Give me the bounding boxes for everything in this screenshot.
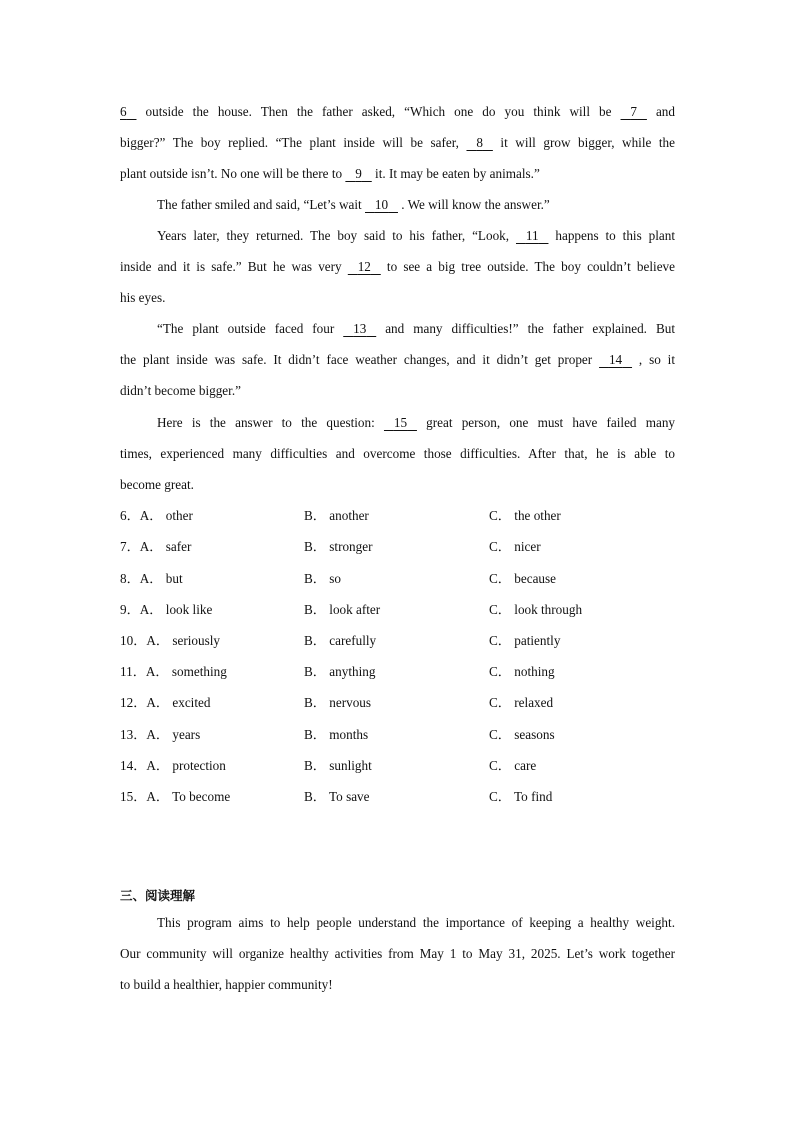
blank-6: 6 [120,104,127,119]
option-9-b: B． look after [304,602,381,617]
option-7-c: C． nicer [489,539,541,554]
section3-line-1: This program aims to help people understand the importance of keeping a healthy weight. [157,915,675,930]
passage-text: it will grow bigger, while the [500,135,676,150]
passage-text: the plant inside was safe. It didn’t face weather changes, and it didn’t get proper [120,352,593,367]
section3-line-2: Our community will organize healthy activities from May 1 to May 31, 2025. Let’s work together [120,946,675,961]
passage-line-5 [157,226,675,246]
blank-9: 9 [355,166,362,181]
passage-text: to see a big tree outside. The boy couldn’t believe [386,259,676,274]
section-heading: 三、阅读理解 [120,888,196,903]
passage-text: his eyes. [120,290,166,305]
option-6-c: C． the other [489,508,561,523]
option-14-b: B． sunlight [304,758,372,773]
section3-line-3: to build a healthier, happier community! [120,977,333,992]
passage-line-9 [120,350,675,370]
option-8-c: C． because [489,571,557,586]
passage-line-7 [120,288,165,308]
option-13-c: C． seasons [489,727,555,742]
option-15-b: B． To save [304,789,370,804]
option-11-c: C． nothing [489,664,555,679]
option-9-c: C． look through [489,602,583,617]
option-12-c: C． relaxed [489,695,554,710]
passage-line-10 [120,381,241,401]
passage-text: “The plant outside faced four [157,321,335,336]
passage-text: Here is the answer to the question: [157,415,375,430]
passage-text: didn’t become bigger.” [120,383,241,398]
option-13-b: B． months [304,727,369,742]
option-14-c: C． care [489,758,537,773]
passage-line-12 [120,444,675,464]
option-11-b: B． anything [304,664,376,679]
passage-line-13 [120,475,194,495]
option-7-b: B． stronger [304,539,373,554]
option-12-a: 12．A． excited [120,695,211,710]
passage-text: plant outside isn’t. No one will be there to [120,166,343,181]
passage-text: outside the house. Then the father asked, “Which one do you think will be [145,104,612,119]
passage-text: and many difficulties!” the father explained. But [385,321,675,336]
option-13-a: 13．A． years [120,727,201,742]
blank-12: 12 [357,259,371,274]
blank-7: 7 [630,104,638,119]
option-14-a: 14．A． protection [120,758,226,773]
passage-text: The father smiled and said, “Let’s wait [157,197,362,212]
passage-line-8 [157,319,675,339]
passage-text: , so it [638,352,676,367]
option-9-a: 9．A． look like [120,602,213,617]
passage-text: and [655,104,675,119]
passage-text: great person, one must have failed many [426,415,676,430]
passage-text: it. It may be eaten by animals.” [375,166,540,181]
blank-15: 15 [393,415,408,430]
option-15-a: 15．A． To become [120,789,231,804]
passage-line-11 [157,413,675,433]
passage-line-1 [120,102,675,122]
passage-text: bigger?” The boy replied. “The plant inside will be safer, [120,135,459,150]
blank-11: 11 [525,228,539,243]
option-15-c: C． To find [489,789,553,804]
blank-8: 8 [476,135,483,150]
blank-10: 10 [374,197,389,212]
option-10-a: 10．A． seriously [120,633,221,648]
passage-text: Years later, they returned. The boy said to his father, “Look, [157,228,510,243]
passage-line-2 [120,133,675,153]
passage-text: . We will know the answer.” [401,197,550,212]
option-8-a: 8．A． but [120,571,183,586]
option-10-b: B． carefully [304,633,377,648]
passage-text: happens to this plant [555,228,675,243]
passage-text: times, experienced many difficulties and overcome those difficulties. After that, he is able to [120,446,675,461]
passage-text: become great. [120,477,194,492]
passage-line-3 [120,164,540,184]
option-12-b: B． nervous [304,695,372,710]
option-11-a: 11．A． something [120,664,227,679]
option-10-c: C． patiently [489,633,561,648]
option-6-a: 6．A． other [120,508,193,523]
option-6-b: B． another [304,508,369,523]
passage-line-6 [120,257,675,277]
blank-14: 14 [608,352,623,367]
passage-line-4 [157,195,675,215]
passage-text: inside and it is safe.” But he was very [120,259,342,274]
blank-13: 13 [353,321,367,336]
option-7-a: 7．A． safer [120,539,192,554]
option-8-b: B． so [304,571,342,586]
